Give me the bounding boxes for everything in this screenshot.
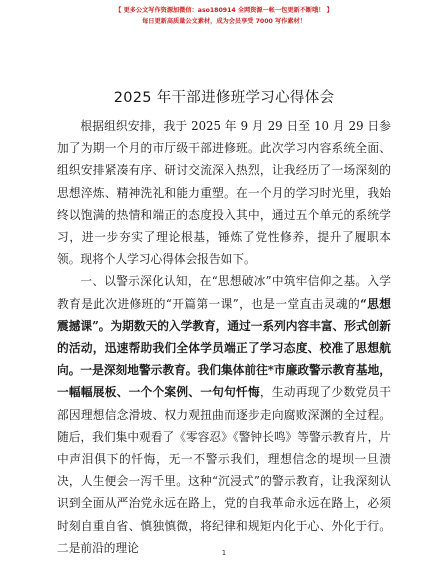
paragraph-intro: 根据组织安排，我于 2025 年 9 月 29 日至 10 月 29 日参加了为期一个月的市厅级干部进修班。此次学习内容系统全面、组织安排紧凑有序、研讨交流深入热烈，让我经历了一场深刻的思想淬炼、精神洗礼和能力重塑。在一个月的学习时光里，我始终以饱满的热情和端正的态度投入其中，通过五个单元的系统学习，进一步夯实了理论根基，锤炼了党性修养，提升了履职本领。现将个人学习心得体会报告如下。 [57,119,391,267]
paragraph-section-one [57,270,391,559]
promo-banner [0,6,448,27]
promo-banner-line-2: 每日更新高质量公文素材，成为会员享受 7000 写作素材！ [142,18,306,25]
paragraph-section-one-text-1: 一、以警示深化认知，在“思想破冰”中筑牢信仰之基。入学教育是此次进修班的“开篇第一课”，也是一堂直击灵魂的 [57,274,391,311]
document-title: 2025 年干部进修班学习心得体会 [113,90,335,106]
paragraph-section-one-bold: “思想震撼课”。为期数天的入学教育，通过一系列内容丰富、形式创新的活动，迅速帮助我们全体学员端正了学习态度、校准了思想航向。一是深刻地警示教育。我们集体前往*市廉政警示教育基地，一幅幅展板、一个个案例、一句句忏悔 [57,296,391,400]
paragraph-section-one-text-2: ，生动再现了少数党员干部因理想信念滑坡、权力观扭曲而逐步走向腐败深渊的全过程。随后，我们集中观看了《零容忍》《警钟长鸣》等警示教育片，片中声泪俱下的忏悔，无一不警示我们，理想信念的堤坝一旦溃决，人生便会一泻千里。这种“沉浸式”的警示教育，让我深刻认识到全面从严治党永远在路上，党的自我革命永远在路上，必须时刻自重自省、慎独慎微，将纪律和规矩内化于心、外化于行。二是前沿的理论 [57,385,391,555]
promo-banner-line-1: 【 更多公文写作资源加微信：aso180914 全网资源一帐一包更新不断哦！ 】 [115,7,333,14]
page-number: 1 [221,549,227,557]
document-body [57,115,391,559]
